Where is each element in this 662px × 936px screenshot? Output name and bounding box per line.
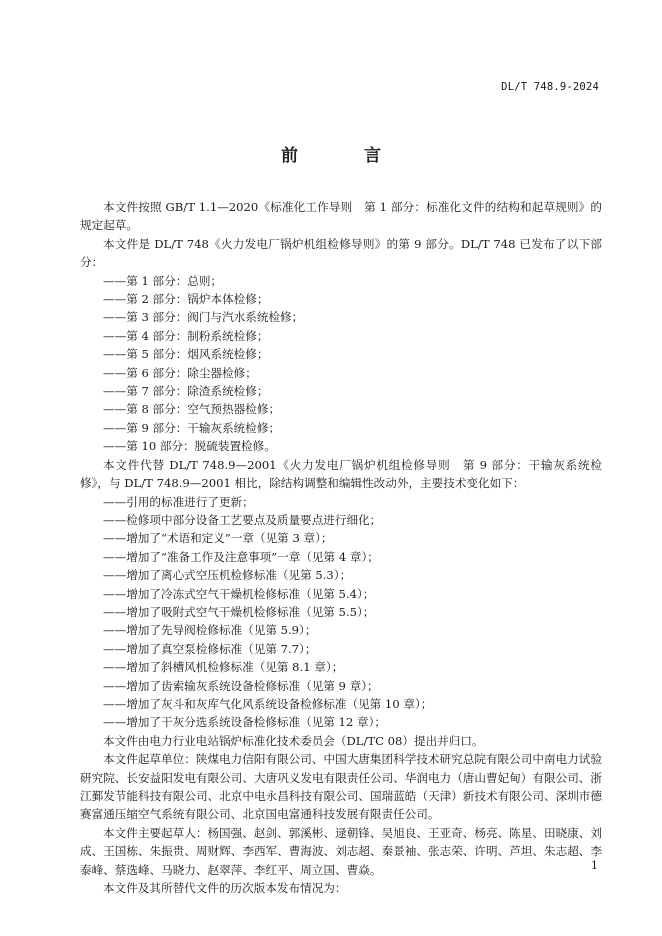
drafters-paragraph: 本文件主要起草人：杨国强、赵剑、郭溪彬、逯朝锋、吴旭良、王亚奇、杨亮、陈星、田晓康、刘成、王国栋、朱振贵、周财辉、李西军、曹海波、刘志超、秦景袖、张志荣、许明、芦坦、朱志超、李泰峰、蔡选峰、马晓力、赵翠萍、李红平、周立国、曹焱。 (80, 825, 602, 877)
list-item: ——增加了齿索输灰系统设备检修标准（见第 9 章）； (103, 678, 379, 693)
list-item: ——第 6 部分：除尘器检修； (103, 365, 257, 380)
parts-list (80, 272, 602, 456)
list-item: ——增加了灰斗和灰库气化风系统设备检修标准（见第 10 章）； (103, 696, 433, 711)
proposed-by-paragraph: 本文件由电力行业电站锅炉标准化技术委员会（DL/TC 08）提出并归口。 (103, 733, 484, 748)
list-item: ——第 9 部分：干输灰系统检修； (103, 420, 281, 435)
list-item: ——增加了先导阀检修标准（见第 5.9）； (103, 623, 317, 638)
list-item: ——增加了离心式空压机检修标准（见第 5.3）； (103, 568, 352, 583)
list-item: ——增加了吸附式空气干燥机检修标准（见第 5.5）； (103, 604, 375, 619)
page-title: 前 言 (281, 146, 411, 166)
history-paragraph: 本文件及其所替代文件的历次版本发布情况为： (103, 881, 347, 896)
list-item: ——第 5 部分：烟风系统检修； (103, 347, 269, 362)
changes-list (80, 493, 602, 732)
drafting-units-paragraph: 本文件起草单位：陕煤电力信阳有限公司、中国大唐集团科学技术研究总院有限公司中南电力试验研究院、长安益阳发电有限公司、大唐巩义发电有限责任公司、华润电力（唐山曹妃甸）有限公司、浙江鄞发节能科技有限公司、北京中电永昌科技有限公司、国瑞蓝皓（天津）新技术有限公司、深圳市德赛富通压缩空气系统有限公司、北京国电富通科技发展有限责任公司。 (80, 752, 602, 822)
page-number: 1 (591, 859, 598, 872)
list-item: ——第 3 部分：阀门与汽水系统检修； (103, 310, 304, 325)
foreword-body (80, 198, 602, 897)
list-item: ——增加了“术语和定义”一章（见第 3 章）； (103, 531, 333, 546)
list-item: ——增加了冷冻式空气干燥机检修标准（见第 5.4）； (103, 586, 375, 601)
intro-paragraph: 本文件按照 GB/T 1.1—2020《标准化工作导则 第 1 部分：标准化文件的结构和起草规则》的规定起草。 (80, 200, 602, 233)
list-item: ——增加了真空泵检修标准（见第 7.7）； (103, 641, 317, 656)
replaces-paragraph: 本文件代替 DL/T 748.9—2001《火力发电厂锅炉机组检修导则 第 9 部分：干输灰系统检修》，与 DL/T 748.9—2001 相比，除结构调整和编辑性改动外，主要技术变化如下： (80, 457, 602, 491)
list-item: ——第 7 部分：除渣系统检修； (103, 384, 269, 399)
series-intro-paragraph: 本文件是 DL/T 748《火力发电厂锅炉机组检修导则》的第 9 部分。DL/T 748 已发布了以下部分： (80, 236, 602, 270)
document-number: DL/T 748.9-2024 (501, 81, 599, 93)
list-item: ——增加了斜槽风机检修标准（见第 8.1 章）； (103, 660, 344, 675)
list-item: ——第 1 部分：总则； (103, 273, 223, 288)
list-item: ——引用的标准进行了更新； (103, 494, 254, 509)
list-item: ——第 2 部分：锅炉本体检修； (103, 292, 269, 307)
list-item: ——第 8 部分：空气预热器检修； (103, 402, 281, 417)
list-item: ——增加了“准备工作及注意事项”一章（见第 4 章）； (103, 549, 379, 564)
list-item: ——第 10 部分：脱硫装置检修。 (103, 439, 276, 454)
list-item: ——检修项中部分设备工艺要点及质量要点进行细化； (103, 512, 382, 527)
list-item: ——第 4 部分：制粉系统检修； (103, 328, 269, 343)
list-item: ——增加了干灰分选系统设备检修标准（见第 12 章）； (103, 715, 386, 730)
